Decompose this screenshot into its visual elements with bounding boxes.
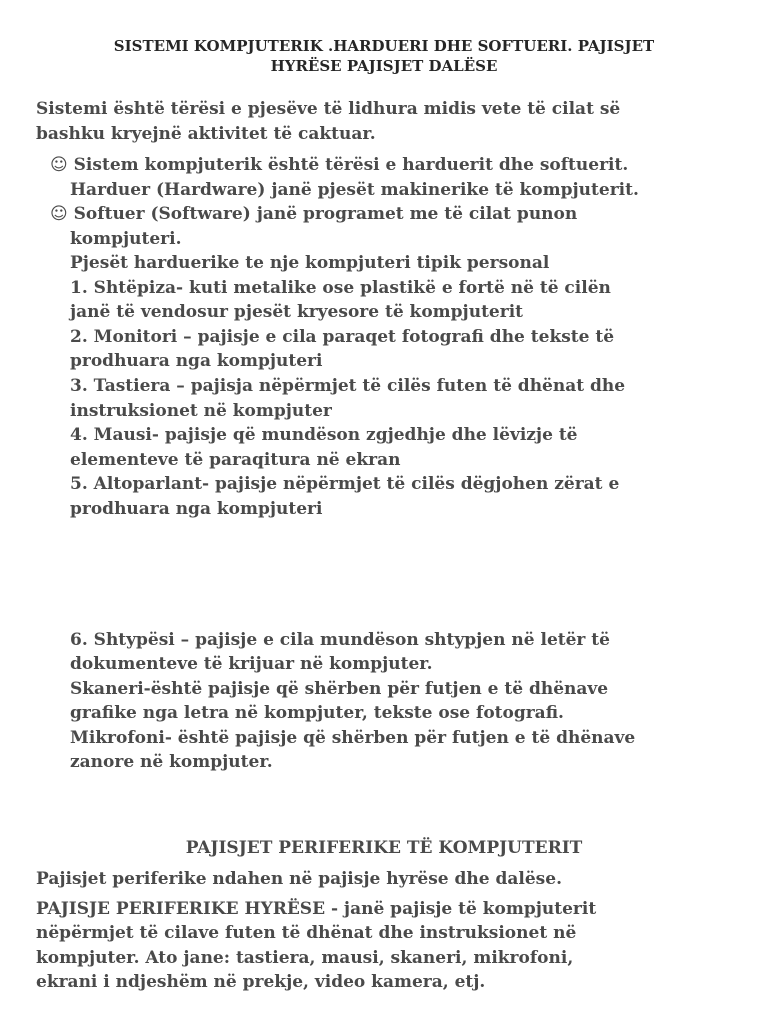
intro-line-1: Sistemi është tërësi e pjesëve të lidhura midis vete të cilat së [36, 99, 621, 119]
list-item-case-cont: janë të vendosur pjesët kryesore të kompjuterit [70, 302, 523, 322]
list-item-microphone-cont: zanore në kompjuter. [70, 752, 273, 772]
list-item-monitor: 2. Monitori – pajisje e cila paraqet fotografi dhe tekste të [70, 327, 615, 347]
list-item-microphone: Mikrofoni- është pajisje që shërben për futjen e të dhënave [70, 728, 636, 748]
title-line-1: SISTEMI KOMPJUTERIK .HARDUERI DHE SOFTUERI. PAJISJET [113, 37, 655, 55]
list-item-scanner: Skaneri-është pajisje që shërben për futjen e të dhënave [70, 679, 609, 699]
bullet-item-system [50, 153, 628, 178]
list-item-scanner-cont: grafike nga letra në kompjuter, tekste ose fotografi. [70, 703, 564, 723]
bullet-text: Sistem kompjuterik është tërësi e harduerit dhe softuerit. [73, 155, 629, 175]
list-item-speaker: 5. Altoparlant- pajisje nëpërmjet të cilës dëgjohen zërat e [70, 474, 620, 494]
list-item-keyboard-cont: instruksionet në kompjuter [70, 401, 332, 421]
section-heading-peripherals: PAJISJET PERIFERIKE TË KOMPJUTERIT [185, 838, 583, 858]
list-item-case: 1. Shtëpiza- kuti metalike ose plastikë e fortë në të cilën [70, 278, 611, 298]
input-devices-line-1: PAJISJE PERIFERIKE HYRËSE - janë pajisje të kompjuterit [36, 899, 597, 919]
document-title [40, 36, 728, 76]
list-item-mouse-cont: elementeve të paraqitura në ekran [70, 450, 401, 470]
input-devices-line-4: ekrani i ndjeshëm në prekje, video kamera, etj. [36, 972, 486, 992]
intro-line-2: bashku kryejnë aktivitet të caktuar. [36, 124, 376, 144]
peripherals-intro: Pajisjet periferike ndahen në pajisje hyrëse dhe dalëse. [36, 869, 562, 889]
list-item-monitor-cont: prodhuara nga kompjuteri [70, 351, 323, 371]
smiley-icon: ☺ [50, 204, 68, 224]
list-item-printer-cont: dokumenteve të krijuar në kompjuter. [70, 654, 433, 674]
input-devices-line-2: nëpërmjet të cilave futen të dhënat dhe instruksionet në [36, 923, 577, 943]
bullet-continuation: kompjuteri. [70, 229, 182, 249]
bullet-text: Softuer (Software) janë programet me të cilat punon [73, 204, 578, 224]
smiley-icon: ☺ [50, 155, 68, 175]
title-line-2: HYRËSE PAJISJET DALËSE [270, 57, 498, 75]
list-item-keyboard: 3. Tastiera – pajisja nëpërmjet të cilës futen të dhënat dhe [70, 376, 626, 396]
list-item-mouse: 4. Mausi- pajisje që mundëson zgjedhje dhe lëvizje të [70, 425, 578, 445]
input-devices-line-3: kompjuter. Ato jane: tastiera, mausi, skaneri, mikrofoni, [36, 948, 574, 968]
list-item-speaker-cont: prodhuara nga kompjuteri [70, 499, 323, 519]
list-item-printer: 6. Shtypësi – pajisje e cila mundëson shtypjen në letër të [70, 630, 610, 650]
bullet-item-software [50, 202, 577, 227]
hardware-list-heading: Pjesët harduerike te nje kompjuteri tipik personal [70, 253, 550, 273]
bullet-continuation: Harduer (Hardware) janë pjesët makinerike të kompjuterit. [70, 180, 639, 200]
